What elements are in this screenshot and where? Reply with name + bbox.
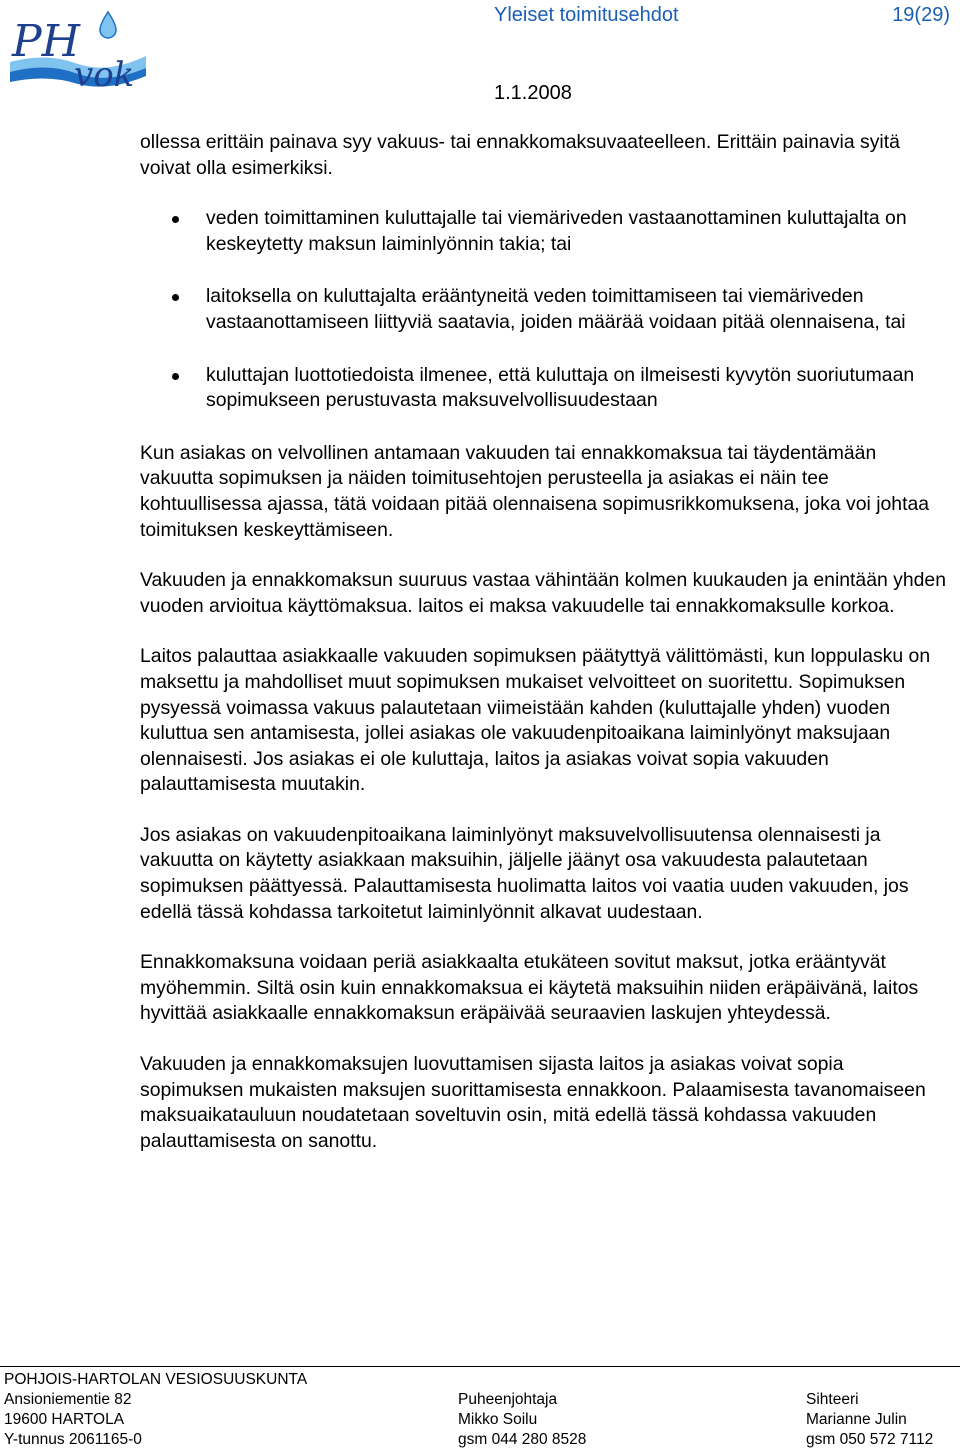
footer-chair-phone: gsm 044 280 8528 <box>458 1431 587 1448</box>
page-number: 19(29) <box>892 4 950 26</box>
footer-chair-name: Mikko Soilu <box>458 1411 538 1428</box>
paragraph: Vakuuden ja ennakkomaksujen luovuttamisen sijasta laitos ja asiakas voivat sopia sopimuksen mukaisten maksujen suorittamisesta ennakkoon. Palaamisesta tavanomaiseen maksuaikatauluun noudatetaan soveltuvin osin, mitä edellä tässä kohdassa vakuuden palauttamisesta on sanottu. <box>140 1053 926 1152</box>
footer-ytunnus: Y-tunnus 2061165-0 <box>4 1431 142 1448</box>
footer-secretary-phone: gsm 050 572 7112 <box>806 1431 934 1448</box>
paragraph: Kun asiakas on velvollinen antamaan vakuuden tai ennakkomaksua tai täydentämään vakuutta sopimuksen ja näiden toimitusehtojen perusteella ja asiakas ei näin tee kohtuullisessa ajassa, tätä voidaan pitää olennaisena sopimusrikkomuksena, joka voi johtaa toimituksen keskeyttämiseen. <box>140 441 930 541</box>
list-item-text: kuluttajan luottotiedoista ilmenee, että kuluttaja on ilmeisesti kyvytön suoriutumaan sopimukseen perustuvasta maksuvelvollisuudestaan <box>206 363 915 412</box>
paragraph: Laitos palauttaa asiakkaalle vakuuden sopimuksen päätyttyä välittömästi, kun loppulasku on maksettu ja mahdolliset muut sopimuksen mukaiset velvoitteet on suoritettu. Sopimuksen pysyessä voimassa vakuus palautetaan viimeistään kahden (kuluttajalle yhden) vuoden kuluttua sen antamisesta, jollei asiakas ole vakuudenpitoaikana laiminlyönyt maksujaan olennaisesti. Jos asiakas ei ole kuluttaja, laitos ja asiakas voivat sopia vakuuden palauttamisesta muutakin. <box>140 645 931 796</box>
footer-postal: 19600 HARTOLA <box>4 1411 125 1428</box>
list-item <box>140 206 952 257</box>
company-logo <box>8 6 148 92</box>
bullet-icon <box>172 373 179 380</box>
list-item <box>140 363 952 414</box>
paragraph: Ennakkomaksuna voidaan periä asiakkaalta etukäteen sovitut maksut, jotka erääntyvät myöhemmin. Siltä osin kuin ennakkomaksua ei käytetä maksuihin niiden eräpäivänä, laitos hyvittää asiakkaalle ennakkomaksun eräpäivää seuraavien laskujen yhteydessä. <box>140 951 919 1025</box>
footer-org-name: POHJOIS-HARTOLAN VESIOSUUSKUNTA <box>4 1371 308 1388</box>
footer-secretary-name: Marianne Julin <box>806 1411 907 1428</box>
document-date: 1.1.2008 <box>494 82 572 104</box>
svg-text:PH: PH <box>12 16 80 67</box>
bullet-icon <box>172 294 179 301</box>
footer-org-column <box>4 1370 307 1450</box>
list-item-text: veden toimittaminen kuluttajalle tai viemäriveden vastaanottaminen kuluttajalta on keskeytetty maksun laiminlyönnin takia; tai <box>206 207 907 255</box>
footer-chair-title: Puheenjohtaja <box>458 1391 558 1408</box>
footer-divider <box>0 1366 960 1367</box>
bullet-list <box>140 206 952 414</box>
document-body <box>140 130 952 1154</box>
footer-chair-column <box>458 1390 586 1450</box>
bullet-icon <box>172 216 179 223</box>
list-item-text: laitoksella on kuluttajalta erääntyneitä veden toimittamiseen tai viemäriveden vastaanottamiseen liittyviä saatavia, joiden määrää voidaan pitää olennaisena, tai <box>206 285 906 333</box>
document-title: Yleiset toimitusehdot <box>494 4 679 26</box>
list-item <box>140 284 952 335</box>
svg-text:vok: vok <box>74 55 135 92</box>
footer-secretary-column <box>806 1390 933 1450</box>
intro-paragraph: ollessa erittäin painava syy vakuus- tai ennakkomaksuvaateelleen. Erittäin painavia syitä voivat olla esimerkiksi. <box>140 131 900 179</box>
footer-secretary-title: Sihteeri <box>806 1391 859 1408</box>
paragraph: Vakuuden ja ennakkomaksun suuruus vastaa vähintään kolmen kuukauden ja enintään yhden vuoden arvioitua käyttömaksua. laitos ei maksa vakuudelle tai ennakkomaksulle korkoa. <box>140 569 946 617</box>
paragraph: Jos asiakas on vakuudenpitoaikana laiminlyönyt maksuvelvollisuutensa olennaisesti ja vakuutta on käytetty asiakkaan maksuihin, jäljelle jäänyt osa vakuudesta palautetaan sopimuksen päättyessä. Palauttamisesta huolimatta laitos voi vaatia uuden vakuuden, jos edellä tässä kohdassa tarkoitetut laiminlyönnit alkavat uudestaan. <box>140 823 909 923</box>
footer-address: Ansioniementie 82 <box>4 1391 132 1408</box>
